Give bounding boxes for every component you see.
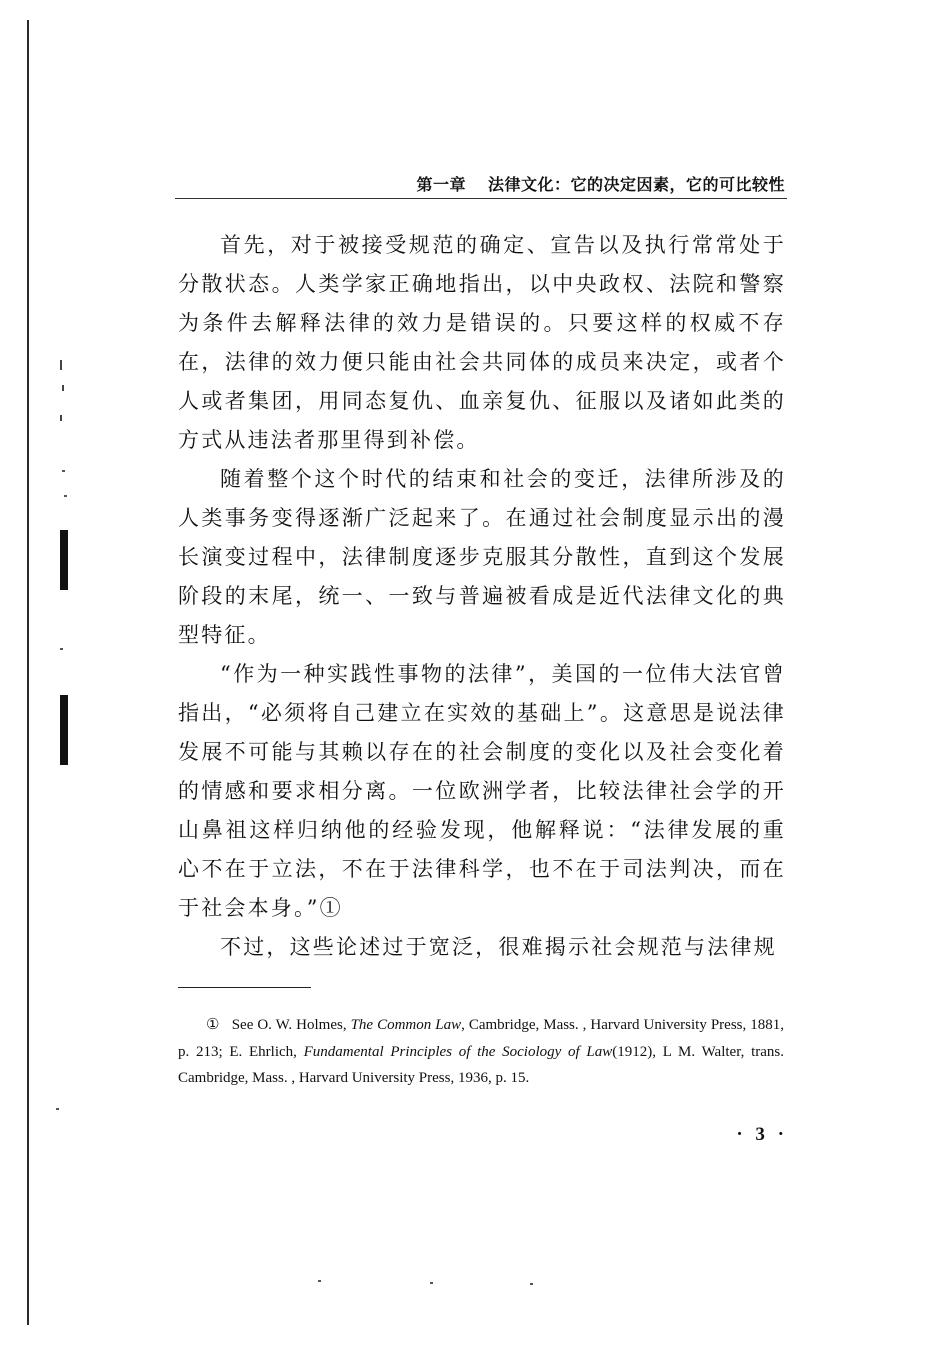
left-margin-line xyxy=(27,20,29,1325)
body-text xyxy=(178,226,786,967)
footnote-rule xyxy=(178,987,311,988)
scan-blot-lower xyxy=(60,695,68,765)
scan-artifacts xyxy=(52,340,74,450)
scan-blot-upper xyxy=(60,530,68,590)
footnote-mark: ① xyxy=(206,1017,220,1033)
scan-speck xyxy=(64,495,67,497)
footnote-see: See O. W. Holmes, xyxy=(231,1017,351,1033)
footnote-citation-2: (1912), L M. Walter, trans. Cambridge, Mass. , Harvard University Press, 1936, p. 15. xyxy=(178,1043,784,1086)
footnote-book-title-2: Fundamental Principles of the Sociology of Law xyxy=(303,1043,613,1060)
scan-speck xyxy=(530,1283,533,1285)
paragraph-1: 首先，对于被接受规范的确定、宣告以及执行常常处于分散状态。人类学家正确地指出，以中央政权、法院和警察为条件去解释法律的效力是错误的。只要这样的权威不存在，法律的效力便只能由社会共同体的成员来决定，或者个人或者集团，用同态复仇、血亲复仇、征服以及诸如此类的方式从违法者那里得到补偿。 xyxy=(178,233,786,452)
paragraph-3: “作为一种实践性事物的法律”，美国的一位伟大法官曾指出，“必须将自己建立在实效的基础上”。这意思是说法律发展不可能与其赖以存在的社会制度的变化以及社会变化着的情感和要求相分离。一位欧洲学者，比较法律社会学的开山鼻祖这样归纳他的经验发现，他解释说：“法律发展的重心不在于立法，不在于法律科学，也不在于司法判决，而在于社会本身。”① xyxy=(178,662,786,920)
running-head xyxy=(345,172,785,195)
chapter-label: 第一章 xyxy=(416,175,466,194)
header-rule xyxy=(175,198,787,199)
scan-speck xyxy=(62,470,65,472)
footnote xyxy=(178,1012,784,1092)
scan-speck xyxy=(60,648,63,650)
chapter-title: 法律文化：它的决定因素，它的可比较性 xyxy=(487,175,785,194)
scan-speck xyxy=(56,1108,59,1110)
page-number: · 3 · xyxy=(736,1124,788,1145)
scan-speck xyxy=(430,1282,433,1284)
footnote-citation-1: , Cambridge, Mass. , Harvard University Press, 1881, p. 213; E. Ehrlich, xyxy=(178,1017,784,1060)
scan-speck xyxy=(318,1280,321,1282)
paragraph-4: 不过，这些论述过于宽泛，很难揭示社会规范与法律规 xyxy=(220,935,777,959)
paragraph-2: 随着整个这个时代的结束和社会的变迁，法律所涉及的人类事务变得逐渐广泛起来了。在通过社会制度显示出的漫长演变过程中，法律制度逐步克服其分散性，直到这个发展阶段的末尾，统一、一致与普遍被看成是近代法律文化的典型特征。 xyxy=(178,467,786,647)
footnote-book-title-1: The Common Law xyxy=(350,1017,462,1033)
